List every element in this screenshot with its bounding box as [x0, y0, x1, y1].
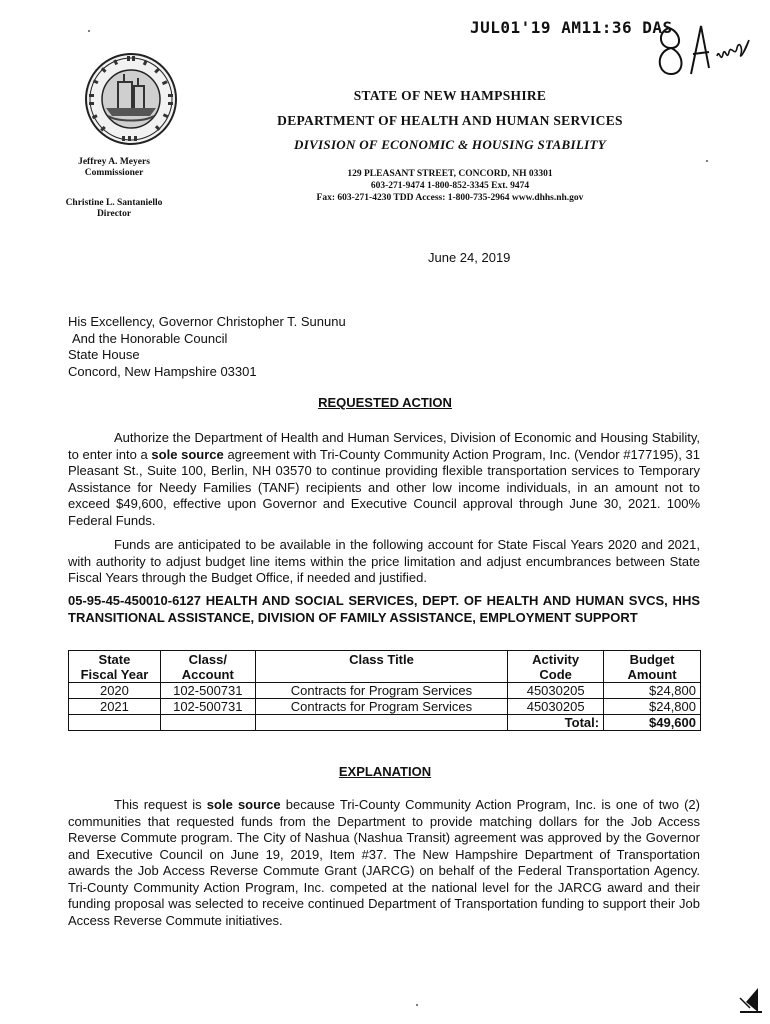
header-class-title: Class Title: [255, 651, 507, 683]
addressee-line: State House: [68, 347, 140, 362]
table-row: [69, 699, 701, 715]
director-block: [62, 198, 166, 220]
para2-text: Funds are anticipated to be available in the following account for State Fiscal Years 2020 and 2021, with authority to adjust budget line items within the price limitation and adjust encumbrances between State Fiscal Years through the Budget Office, if needed and justified.: [68, 537, 700, 585]
cell-year: 2020: [69, 683, 161, 699]
addressee-line: Concord, New Hampshire 03301: [68, 363, 257, 379]
cell-account: 102-500731: [160, 699, 255, 715]
addressee-line: His Excellency, Governor Christopher T. Sununu: [68, 314, 346, 329]
address-street: 129 PLEASANT STREET, CONCORD, NH 03301: [347, 169, 553, 179]
total-label: Total:: [508, 715, 604, 731]
handwritten-agenda-mark: [655, 18, 755, 88]
letter-date: June 24, 2019: [428, 250, 511, 265]
commissioner-block: [62, 157, 166, 179]
total-amount: $49,600: [604, 715, 701, 731]
scan-speck: [706, 160, 708, 162]
header-class-account: Class/ Account: [160, 651, 255, 683]
explanation-heading: EXPLANATION: [338, 764, 432, 779]
cell-empty: [69, 715, 161, 731]
para3-rest: because Tri-County Community Action Program, Inc. is one of two (2) communities that requested funds from the Department to provide matching dollars for the Job Access Reverse Commute program. The City of Nashua (Nashua Transit) agreement was approved by the Governor and Executive Council on June 19, 2019, Item #37. The New Hampshire Department of Transportation awards the Job Access Reverse Commute Grant (JARCG) on behalf of the Federal Transportation Agency. Tri-County Community Action Program, Inc. competed at the national level for the JARCG award and their funding proposal was selected to receive continued Department of Transportation funding to support their Job Access Reverse Commute initiatives.: [68, 797, 700, 928]
cell-title: Contracts for Program Services: [255, 683, 507, 699]
letterhead-address: [200, 168, 700, 204]
header-budget-amount: Budget Amount: [604, 651, 701, 683]
scan-speck: [88, 30, 90, 32]
cell-code: 45030205: [508, 683, 604, 699]
explanation-paragraph: [68, 797, 700, 929]
letterhead-division: DIVISION OF ECONOMIC & HOUSING STABILITY: [294, 137, 606, 152]
received-stamp: JUL01'19 AM11:36 DAS: [470, 18, 673, 37]
header-fiscal-year: State Fiscal Year: [69, 651, 161, 683]
table-total-row: [69, 715, 701, 731]
header-activity-code: Activity Code: [508, 651, 604, 683]
director-name: Christine L. Santaniello: [65, 198, 163, 208]
para1-rest: agreement with Tri-County Community Action Program, Inc. (Vendor #177195), 31 Pleasant St., Suite 100, Berlin, NH 03570 to continue providing flexible transportation services to Temporary Assistance for Needy Families (TANF) recipients and other low income individuals, in an amount not to exceed $49,600, effective upon Governor and Executive Council approval through June 30, 2021. 100% Federal Funds.: [68, 446, 700, 528]
para1-lead: Authorize the Department of Health and Human Services, Division of Economic and Housing Stability, to enter into a: [68, 430, 700, 462]
account-line: 05-95-45-450010-6127 HEALTH AND SOCIAL SERVICES, DEPT. OF HEALTH AND HUMAN SVCS, HHS TRANSITIONAL ASSISTANCE, DIVISION OF FAMILY ASSISTANCE, EMPLOYMENT SUPPORT: [68, 593, 700, 625]
funding-paragraph: [68, 537, 700, 587]
state-seal-image: [84, 52, 178, 146]
cell-amount: $24,800: [604, 699, 701, 715]
cell-amount: $24,800: [604, 683, 701, 699]
address-fax-web: Fax: 603-271-4230 TDD Access: 1-800-735-2964 www.dhhs.nh.gov: [316, 193, 584, 203]
requested-action-paragraph: [68, 430, 700, 529]
page-number-mark: [736, 984, 766, 1014]
table-header-row: [69, 651, 701, 683]
commissioner-name: Jeffrey A. Meyers: [78, 157, 150, 167]
commissioner-title: Commissioner: [84, 168, 144, 178]
cell-code: 45030205: [508, 699, 604, 715]
cell-year: 2021: [69, 699, 161, 715]
table-row: [69, 683, 701, 699]
cell-empty: [255, 715, 507, 731]
letterhead-state: STATE OF NEW HAMPSHIRE: [353, 88, 547, 103]
scan-speck: [416, 1004, 418, 1006]
requested-action-heading: REQUESTED ACTION: [318, 395, 452, 410]
cell-account: 102-500731: [160, 683, 255, 699]
address-phone: 603-271-9474 1-800-852-3345 Ext. 9474: [370, 181, 530, 191]
letterhead-department: DEPARTMENT OF HEALTH AND HUMAN SERVICES: [277, 113, 623, 128]
para3-lead: This request is: [114, 797, 207, 812]
para3-sole-source: sole source: [206, 797, 281, 812]
cell-title: Contracts for Program Services: [255, 699, 507, 715]
para1-sole-source: sole source: [151, 446, 224, 462]
addressee-line: And the Honorable Council: [72, 330, 228, 346]
cell-empty: [160, 715, 255, 731]
budget-table: [68, 650, 701, 731]
addressee-block: [68, 314, 346, 380]
director-title: Director: [96, 209, 132, 219]
